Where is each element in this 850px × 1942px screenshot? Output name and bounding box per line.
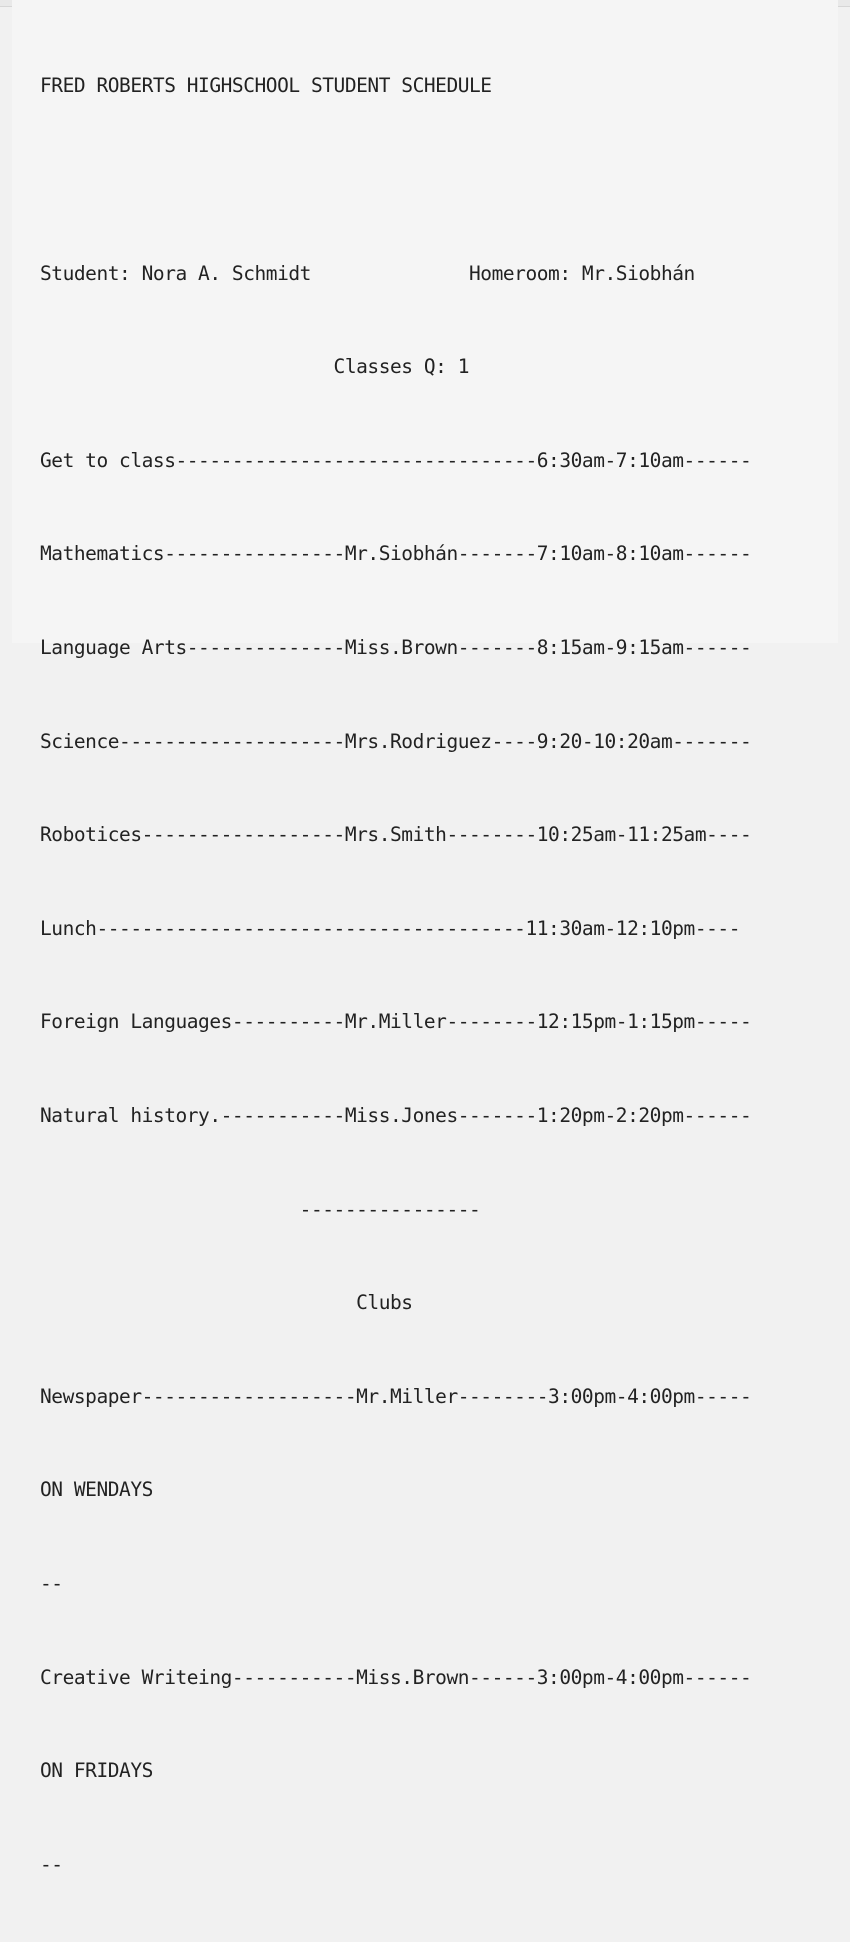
schedule-text[interactable] [40, 8, 751, 1942]
club-row: Newspaper-------------------Mr.Miller--------3:00pm-4:00pm----- [40, 1384, 752, 1408]
club-separator: -- [40, 1571, 63, 1595]
clubs-heading: Clubs [40, 1291, 413, 1315]
schedule-row: Natural history.-----------Miss.Jones-------1:20pm-2:20pm------ [40, 1103, 752, 1127]
club-day-note: ON FRIDAYS [40, 1759, 153, 1783]
section-divider: ---------------- [40, 1197, 481, 1221]
schedule-row: Get to class--------------------------------6:30am-7:10am------ [40, 448, 752, 472]
document-title: FRED ROBERTS HIGHSCHOOL STUDENT SCHEDULE [40, 74, 492, 98]
schedule-row: Science--------------------Mrs.Rodriguez----9:20-10:20am------- [40, 729, 752, 753]
schedule-row: Lunch--------------------------------------11:30am-12:10pm---- [40, 916, 740, 940]
classes-heading: Classes Q: 1 [40, 355, 470, 379]
schedule-row: Foreign Languages----------Mr.Miller--------12:15pm-1:15pm----- [40, 1010, 752, 1034]
blank-line [40, 164, 751, 195]
student-homeroom-line: Student: Nora A. Schmidt Homeroom: Mr.Siobhán [40, 261, 695, 285]
schedule-row: Mathematics----------------Mr.Siobhán-------7:10am-8:10am------ [40, 542, 752, 566]
schedule-row: Robotices------------------Mrs.Smith--------10:25am-11:25am---- [40, 823, 752, 847]
schedule-row: Language Arts--------------Miss.Brown-------8:15am-9:15am------ [40, 635, 752, 659]
club-day-note: ON WENDAYS [40, 1478, 153, 1502]
club-separator: -- [40, 1852, 63, 1876]
club-row: Creative Writeing-----------Miss.Brown------3:00pm-4:00pm------ [40, 1665, 752, 1689]
document-page [12, 0, 838, 1876]
